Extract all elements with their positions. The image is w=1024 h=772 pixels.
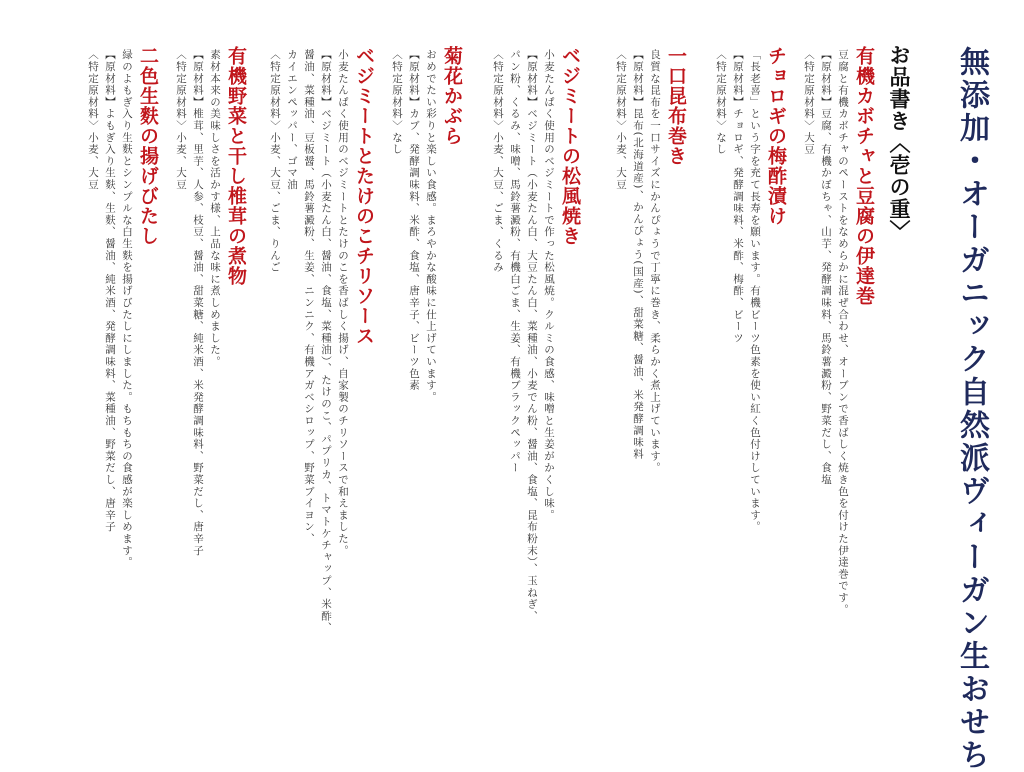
dish-kombumaki — [612, 46, 688, 686]
dish-kikka-kabura — [388, 46, 464, 686]
dish-ingredients: 【原材料】カブ、発酵調味料、米酢、食塩、唐辛子、ビーツ色素 — [408, 49, 420, 392]
dish-namafu — [84, 46, 160, 686]
dish-ingredients: 【原材料】チョロギ、発酵調味料、米酢、梅酢、ビーツ — [732, 49, 744, 344]
dish-name: チョロギの梅酢漬け — [765, 46, 787, 226]
menu-section-title: お品書き〈壱の重〉 — [887, 44, 912, 242]
dish-allergens: 〈特定原材料〉小麦、大豆 — [175, 49, 187, 191]
dish-name: 有機カボチャと豆腐の伊達巻 — [853, 46, 875, 306]
dish-description: 「長老喜」という字を充て長寿を願います。有機ビーツ色素を使い紅く色付けしています。 — [749, 49, 761, 533]
dish-ingredients: 【原材料】ベジミート（小麦たん白、大豆たん白、菜種油、小麦でん粉、醤油、食塩、昆布粉末）、玉ねぎ、 — [526, 49, 538, 622]
dish-name: 菊花かぶら — [441, 46, 463, 146]
dish-allergens: 〈特定原材料〉大豆 — [803, 49, 815, 156]
dish-allergens: 〈特定原材料〉小麦、大豆 — [87, 49, 99, 191]
dish-ingredients-cont: パン粉、くるみ、味噌、馬鈴薯澱粉、有機白ごま、生姜、有機ブラックペッパー — [509, 49, 521, 474]
dish-description: 豆腐と有機カボチャのペーストをなめらかに混ぜ合わせ、オーブンで香ばしく焼き色を付けた伊達巻です。 — [837, 49, 849, 616]
dish-description: 小麦たんぱく使用のベジミートで作った松風焼。クルミの食感、味噌と生姜がかくし味。 — [543, 49, 555, 521]
dish-allergens: 〈特定原材料〉小麦、大豆 — [615, 49, 627, 191]
dish-description: おめでたい彩りと楽しい食感。まろやかな酸味に仕上げています。 — [425, 49, 437, 403]
dish-chili-sauce — [266, 46, 376, 686]
dish-name: ベジミートとたけのこチリソース — [353, 46, 375, 346]
dish-ingredients-cont: 醤油、菜種油、豆板醤、馬鈴薯澱粉、生姜、ニンニク、有機アガベシロップ、野菜ブイヨン、 — [303, 49, 315, 545]
dish-ingredients: 【原材料】椎茸、里芋、人参、枝豆、醤油、甜菜糖、純米酒、米発酵調味料、野菜だし、唐辛子 — [192, 49, 204, 557]
dish-matsukaze — [489, 46, 582, 686]
dish-allergens: 〈特定原材料〉なし — [715, 49, 727, 156]
dish-chorogi — [712, 46, 788, 686]
dish-name: 二色生麩の揚げびたし — [137, 46, 159, 246]
dish-name: 有機野菜と干し椎茸の煮物 — [225, 46, 247, 286]
dish-description: 小麦たんぱく使用のベジミートとたけのこを香ばしく揚げ、自家製のチリソースで和えました。 — [337, 49, 349, 557]
dish-description: 素材本来の美味しさを活かす様、上品な味に煮しめました。 — [209, 49, 221, 368]
dish-allergens: 〈特定原材料〉小麦、大豆、ごま、くるみ — [492, 49, 504, 274]
dish-ingredients: 【原材料】昆布(北海道産)、かんぴょう(国産)、甜菜糖、醤油、米発酵調味料 — [632, 49, 644, 460]
dish-name: ベジミートの松風焼き — [559, 46, 581, 246]
dish-datemaki — [800, 46, 876, 686]
dish-nimono — [172, 46, 248, 686]
dish-ingredients-cont: カイエンペッパー、ゴマ油 — [286, 49, 298, 191]
dish-name: 一口昆布巻き — [665, 46, 687, 166]
dish-ingredients: 【原材料】よもぎ入り生麩、生麩、醤油、純米酒、発酵調味料、菜種油、野菜だし、唐辛子 — [104, 49, 116, 533]
dish-ingredients: 【原材料】ベジミート（小麦たん白、醤油、食塩、菜種油）、たけのこ、パプリカ、トマトケチャップ、米酢、 — [320, 49, 332, 634]
dish-description: 緑のよもぎ入り生麩とシンプルな白生麩を揚げびたしにしました。もちもちの食感が楽しめます。 — [121, 49, 133, 569]
dish-allergens: 〈特定原材料〉小麦、大豆、ごま、りんご — [269, 49, 281, 274]
dish-ingredients: 【原材料】豆腐、有機かぼちゃ、山芋、発酵調味料、馬鈴薯澱粉、野菜だし、食塩 — [820, 49, 832, 486]
menu-main-title: 無添加・オーガニック自然派ヴィーガン生おせち — [954, 46, 989, 772]
dish-allergens: 〈特定原材料〉なし — [391, 49, 403, 156]
dish-description: 良質な昆布を一口サイズにかんぴょうで丁寧に巻き、柔らかく煮上げています。 — [649, 49, 661, 474]
